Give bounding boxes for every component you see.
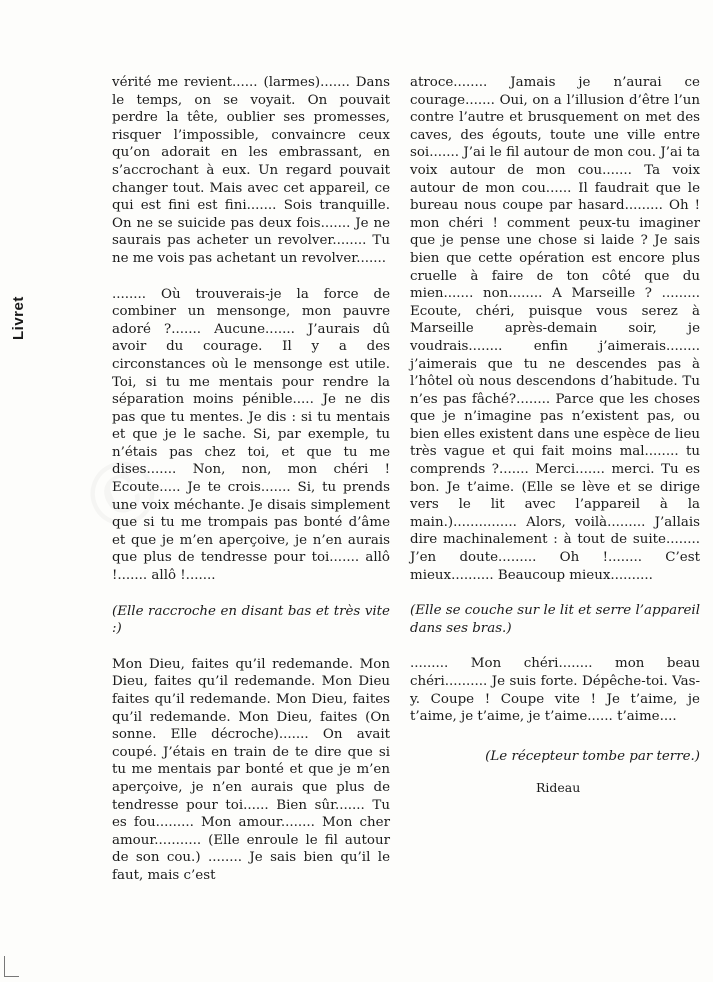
left-paragraph-3: Mon Dieu, faites qu’il redemande. Mon Dieu, faites qu’il redemande. Mon Dieu faites qu’il redemande. Mon Dieu, faites qu’il redemande. Mon Dieu, faites (On sonne. Elle décroche)....... On avait coupé. J’étais en train de te dire que si tu me mentais par bonté et que je m’en aperçoive, je n’en aurais que plus de tendresse pour toi...... Bien sûr....... Tu es fou......... Mon amour........ Mon cher amour........... (Elle enroule le fil autour de son cou.) ........ Je sais bien qu’il le faut, mais c’est: [112, 656, 390, 883]
copyright-watermark: ©: [60, 428, 187, 561]
curtain-label: Rideau: [536, 780, 581, 796]
left-paragraph-1: vérité me revient...... (larmes)....... Dans le temps, on se voyait. On pouvait perdre la tête, oublier ses promesses, risquer l’impossible, convaincre ceux qu’on adorait en les embrassant, en s’accrochant à eux. Un regard pouvait changer tout. Mais avec cet appareil, ce qui est fini est fini....... Sois tranquille. On ne se suicide pas deux fois....... Je ne saurais pas acheter un revolver........ Tu ne me vois pas achetant un revolver.......: [112, 75, 390, 266]
left-stage-direction: (Elle raccroche en disant bas et très vite :): [112, 603, 390, 637]
side-section-label: Livret: [10, 296, 27, 340]
crop-mark: [4, 956, 19, 977]
right-stage-direction-2: (Le récepteur tombe par terre.): [485, 748, 700, 764]
left-text-column: [112, 74, 390, 885]
right-paragraph-1: atroce........ Jamais je n’aurai ce courage....... Oui, on a l’illusion d’être l’un contre l’autre et brusquement on met des caves, des égouts, toute une ville entre soi....... J’ai le fil autour de mon cou. J’ai ta voix autour de mon cou....... Ta voix autour de mon cou...... Il faudrait que le bureau nous coupe par hasard......... Oh ! mon chéri ! comment peux-tu imaginer que je pense une chose si laide ? Je sais bien que cette opération est encore plus cruelle à faire de ton côté que du mien....... non........ A Marseille ? ......... Ecoute, chéri, puisque vous serez à Marseille après-demain soir, je voudrais........ enfin j’aimerais........ j’aimerais que tu ne descendes pas à l’hôtel où nous descendons d’habitude. Tu n’es pas fâché?........ Parce que les choses que je n’imagine pas n’existent pas, ou bien elles existent dans une espèce de lieu très vague et qui fait moins mal........ tu comprends ?....... Merci....... merci. Tu es bon. Je t’aime. (Elle se lève et se dirige vers le lit avec l’appareil à la main.)............... Alors, voilà......... J’allais dire machinalement : à tout de suite........ J’en doute......... Oh !........ C’est mieux.......... Beaucoup mieux..........: [410, 75, 700, 583]
left-paragraph-2: ........ Où trouverais-je la force de combiner un mensonge, mon pauvre adoré ?....... Aucune....... J’aurais dû avoir du courage. Il y a des circonstances où le mensonge est utile. Toi, si tu me mentais pour rendre la séparation moins pénible..... Je ne dis pas que tu mentes. Je dis : si tu mentais et que je le sache. Si, par exemple, tu n’étais pas chez toi, et que tu me dises....... Non, non, mon chéri ! Ecoute..... Je te crois....... Si, tu prends une voix méchante. Je disais simplement que si tu me trompais pas bonté d’âme et que je m’en aperçoive, je n’en aurais que plus de tendresse pour toi....... allô !....... allô !.......: [112, 286, 390, 584]
right-text-column: [410, 74, 700, 797]
right-paragraph-2: ......... Mon chéri........ mon beau chéri.......... Je suis forte. Dépêche-toi. Vas-y. Coupe ! Coupe vite ! Je t’aime, je t’aime, je t’aime, je t’aime...... t’aime....: [410, 656, 700, 725]
right-stage-direction-1: (Elle se couche sur le lit et serre l’appareil dans ses bras.): [410, 603, 700, 636]
